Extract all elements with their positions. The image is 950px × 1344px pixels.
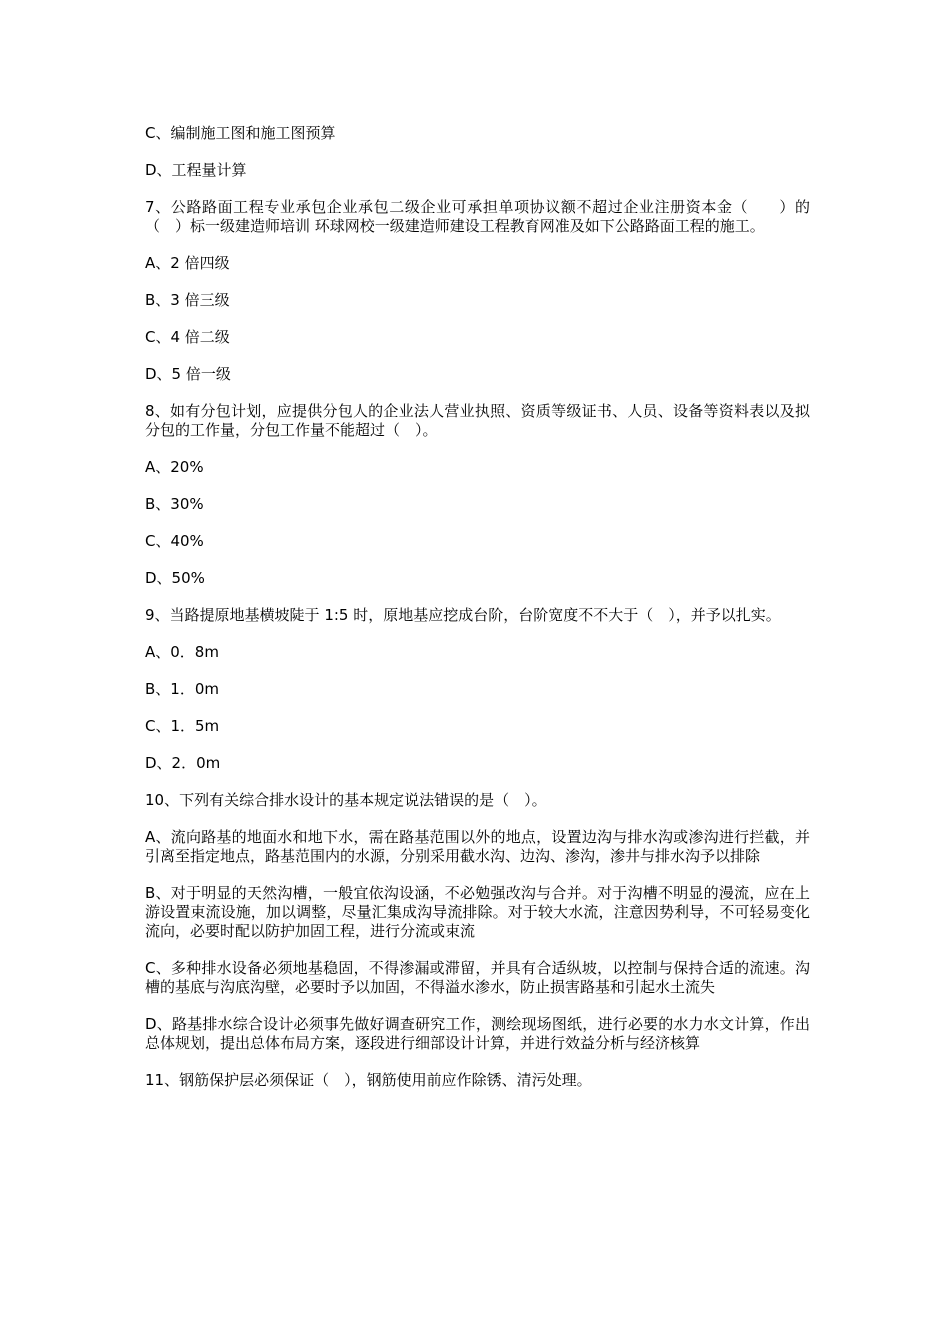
option-10c: C、多种排水设备必须地基稳固，不得渗漏或滞留，并具有合适纵坡，以控制与保持合适的流速。沟槽的基底与沟底沟壁，必要时予以加固，不得溢水渗水，防止损害路基和引起水土流失 <box>145 959 810 996</box>
option-9d: D、2．0m <box>145 754 221 772</box>
question-8: 8、如有分包计划，应提供分包人的企业法人营业执照、资质等级证书、人员、设备等资料表以及拟分包的工作量，分包工作量不能超过（ ）。 <box>145 402 810 439</box>
option-10b: B、对于明显的天然沟槽，一般宜依沟设涵，不必勉强改沟与合并。对于沟槽不明显的漫流，应在上游设置束流设施，加以调整，尽量汇集成沟导流排除。对于较大水流，注意因势利导，不可轻易变化流向，必要时配以防护加固工程，进行分流或束流 <box>145 884 810 940</box>
option-7c: C、4 倍二级 <box>145 328 230 346</box>
question-10: 10、下列有关综合排水设计的基本规定说法错误的是（ ）。 <box>145 791 547 809</box>
question-7: 7、公路路面工程专业承包企业承包二级企业可承担单项协议额不超过企业注册资本金（ ）的（ ）标一级建造师培训 环球网校一级建造师建设工程教育网准及如下公路路面工程的施工。 <box>145 198 810 235</box>
option-9a: A、0．8m <box>145 643 219 661</box>
option-7a: A、2 倍四级 <box>145 254 230 272</box>
option-6d: D、工程量计算 <box>145 161 247 179</box>
option-6c: C、编制施工图和施工图预算 <box>145 124 336 142</box>
option-10a: A、流向路基的地面水和地下水，需在路基范围以外的地点，设置边沟与排水沟或渗沟进行拦截，并引离至指定地点，路基范围内的水源，分别采用截水沟、边沟、渗沟，渗井与排水沟予以排除 <box>145 828 810 865</box>
option-8c: C、40% <box>145 532 204 550</box>
option-9b: B、1．0m <box>145 680 219 698</box>
question-9: 9、当路提原地基横坡陡于 1:5 时，原地基应挖成台阶，台阶宽度不不大于（ ），并予以扎实。 <box>145 606 781 624</box>
option-9c: C、1．5m <box>145 717 220 735</box>
option-8b: B、30% <box>145 495 204 513</box>
question-11: 11、钢筋保护层必须保证（ ），钢筋使用前应作除锈、清污处理。 <box>145 1071 592 1089</box>
option-7b: B、3 倍三级 <box>145 291 230 309</box>
option-7d: D、5 倍一级 <box>145 365 231 383</box>
document-page <box>145 124 810 1108</box>
option-8a: A、20% <box>145 458 204 476</box>
option-10d: D、路基排水综合设计必须事先做好调查研究工作，测绘现场图纸，进行必要的水力水文计算，作出总体规划，提出总体布局方案，逐段进行细部设计计算，并进行效益分析与经济核算 <box>145 1015 810 1052</box>
option-8d: D、50% <box>145 569 205 587</box>
